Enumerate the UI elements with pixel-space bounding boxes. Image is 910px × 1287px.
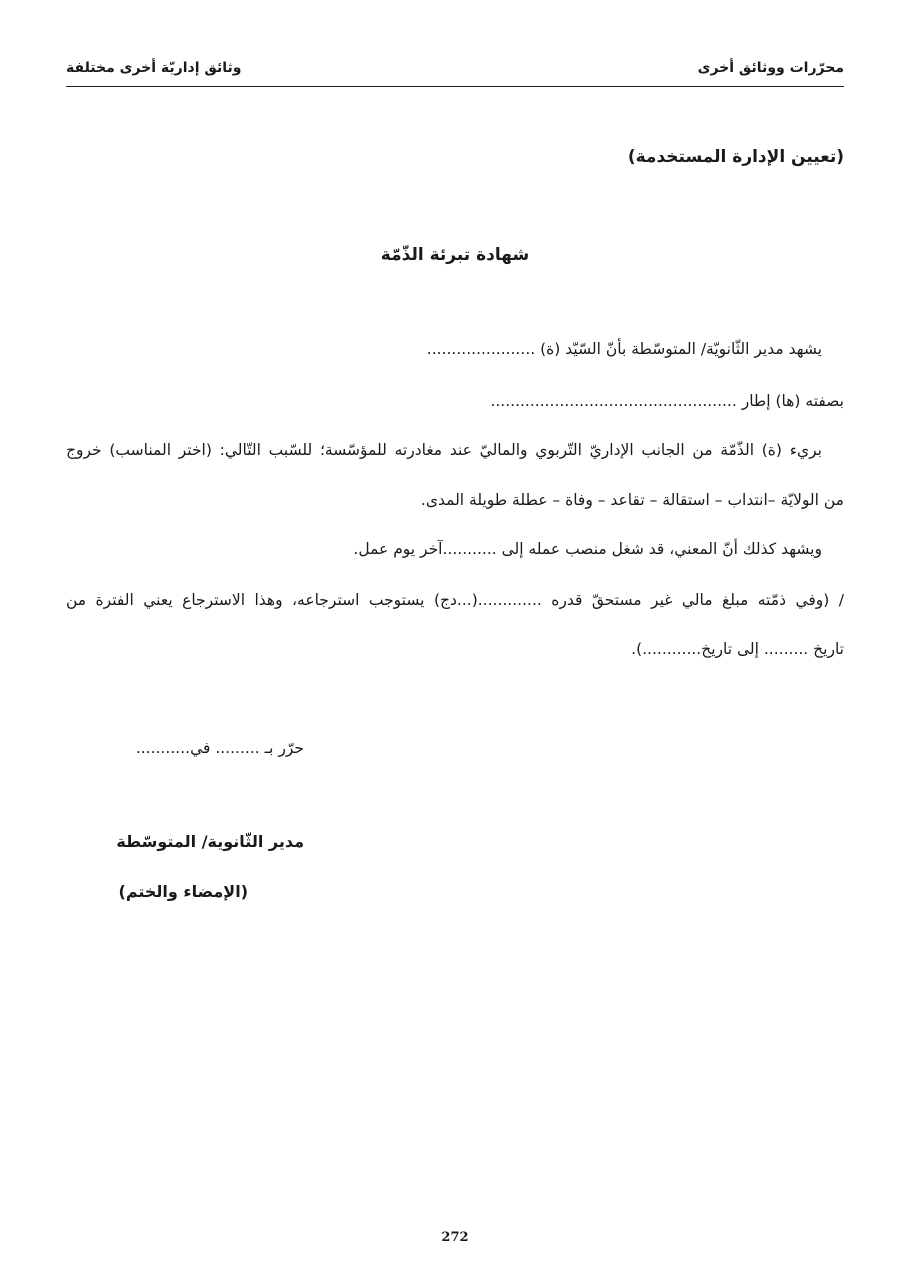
- place-date-line: حرّر بـ ......... في...........: [135, 739, 304, 757]
- signatory-role: مدير الثّانوية/ المتوسّطة: [116, 832, 304, 851]
- body-line-7: تاريخ ......... إلى تاريخ............).: [631, 640, 844, 658]
- body-line-6: / (وفي ذمّته مبلغ مالي غير مستحقّ قدره .............(...دج) يستوجب استرجاعه، وهذا الاسترجاع يعني الفترة من: [66, 591, 844, 609]
- page-number: 272: [441, 1230, 469, 1245]
- header-divider: [66, 86, 844, 87]
- section-title: (تعيين الإدارة المستخدمة): [627, 147, 844, 167]
- body-line-4: من الولايّة –انتداب – استقالة – تقاعد – وفاة – عطلة طويلة المدى.: [420, 491, 844, 509]
- body-line-5: ويشهد كذلك أنّ المعني، قد شغل منصب عمله إلى ...........آخر يوم عمل.: [353, 540, 822, 558]
- body-line-3: بريء (ة) الذّمّة من الجانب الإداريّ التّربوي والماليّ عند مغادرته للمؤسّسة؛ للسّبب التّالي: (اختر المناسب) خروج: [66, 441, 822, 459]
- running-header-left: وثائق إداريّة أخرى مختلفة: [66, 60, 242, 76]
- body-line-1: يشهد مدير الثّانويّة/ المتوسّطة بأنّ السّيّد (ة) ......................: [426, 340, 822, 358]
- signature-stamp-label: (الإمضاء والختم): [118, 882, 248, 901]
- document-title: شهادة تبرئة الذّمّة: [380, 245, 530, 265]
- body-line-2: بصفته (ها) إطار ..................................................: [490, 392, 844, 410]
- running-header-right: محرّرات ووثائق أخرى: [697, 60, 844, 76]
